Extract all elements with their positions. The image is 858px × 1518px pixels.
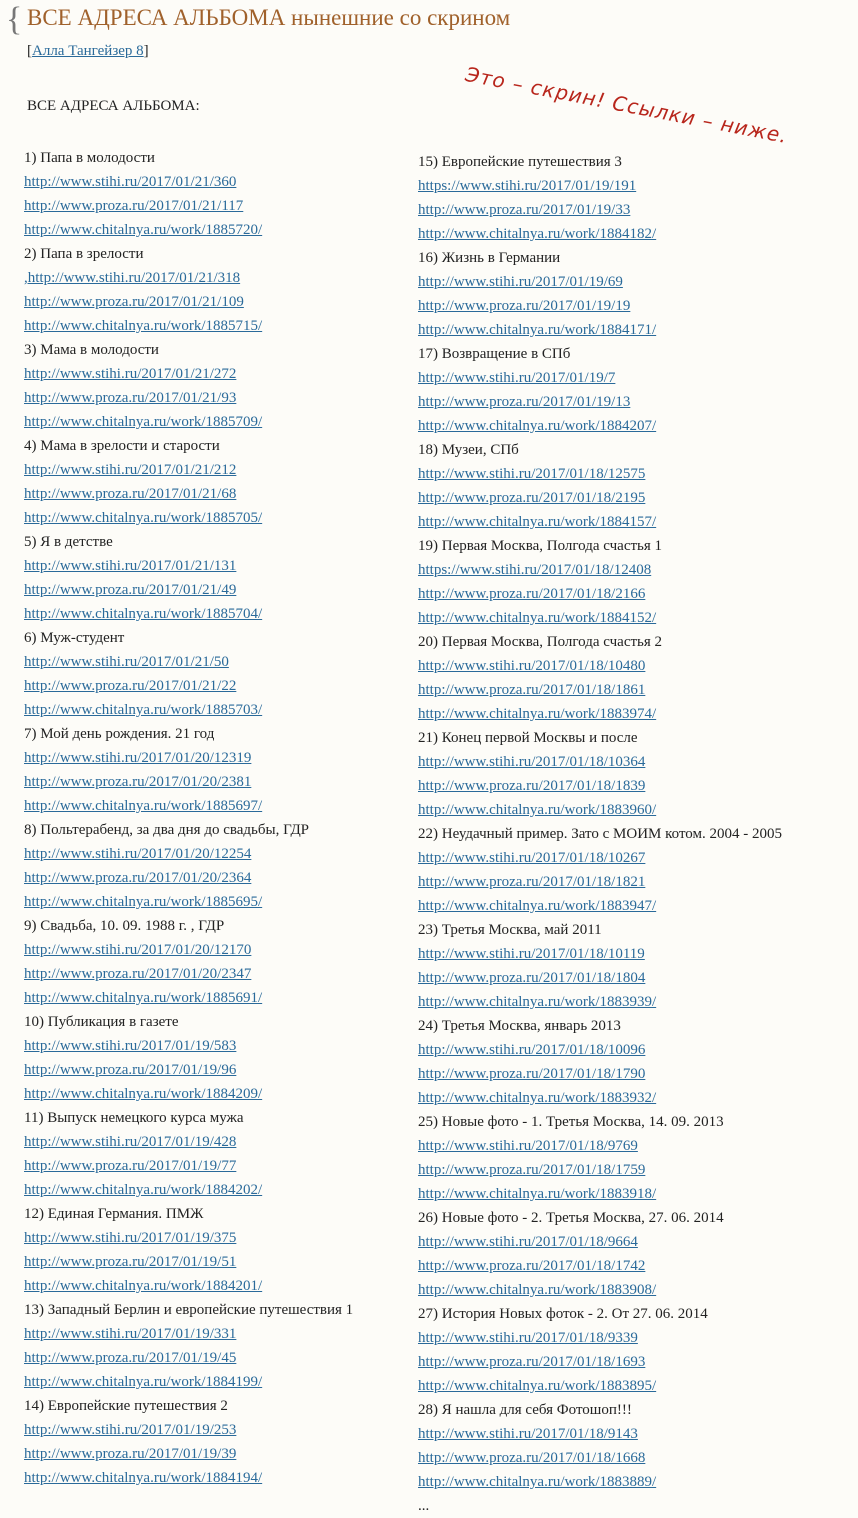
- album-link[interactable]: http://www.stihi.ru/2017/01/20/12319: [24, 750, 252, 766]
- left-column: [24, 146, 464, 1490]
- album-link[interactable]: http://www.proza.ru/2017/01/18/1861: [418, 682, 646, 698]
- album-entry-title: 6) Муж-студент: [24, 630, 125, 646]
- author-line: [27, 43, 149, 60]
- album-link[interactable]: http://www.chitalnya.ru/work/1884209/: [24, 1086, 263, 1102]
- album-entry-title: 27) История Новых фоток - 2. От 27. 06. 2014: [418, 1306, 708, 1322]
- album-link[interactable]: http://www.stihi.ru/2017/01/21/360: [24, 174, 237, 190]
- album-link[interactable]: http://www.chitalnya.ru/work/1883947/: [418, 898, 657, 914]
- album-link[interactable]: http://www.stihi.ru/2017/01/19/253: [24, 1422, 237, 1438]
- album-link[interactable]: http://www.chitalnya.ru/work/1884152/: [418, 610, 657, 626]
- album-link[interactable]: http://www.proza.ru/2017/01/19/33: [418, 202, 631, 218]
- page-title: ВСЕ АДРЕСА АЛЬБОМА нынешние со скрином: [27, 5, 511, 30]
- album-link[interactable]: http://www.proza.ru/2017/01/18/1759: [418, 1162, 646, 1178]
- album-link[interactable]: http://www.stihi.ru/2017/01/18/10480: [418, 658, 646, 674]
- album-entry-title: 23) Третья Москва, май 2011: [418, 922, 602, 938]
- album-link[interactable]: http://www.stihi.ru/2017/01/18/12575: [418, 466, 646, 482]
- album-link[interactable]: http://www.proza.ru/2017/01/19/51: [24, 1254, 237, 1270]
- album-link[interactable]: http://www.proza.ru/2017/01/19/45: [24, 1350, 237, 1366]
- album-link[interactable]: http://www.proza.ru/2017/01/21/117: [24, 198, 244, 214]
- album-link[interactable]: http://www.proza.ru/2017/01/21/49: [24, 582, 237, 598]
- album-link[interactable]: http://www.proza.ru/2017/01/18/1790: [418, 1066, 646, 1082]
- album-link[interactable]: http://www.proza.ru/2017/01/20/2381: [24, 774, 252, 790]
- album-link[interactable]: http://www.chitalnya.ru/work/1884182/: [418, 226, 657, 242]
- album-link[interactable]: http://www.proza.ru/2017/01/18/1804: [418, 970, 646, 986]
- album-entry-title: 4) Мама в зрелости и старости: [24, 438, 220, 454]
- album-link[interactable]: http://www.stihi.ru/2017/01/19/7: [418, 370, 616, 386]
- album-entry-title: 14) Европейские путешествия 2: [24, 1398, 228, 1414]
- album-link[interactable]: http://www.stihi.ru/2017/01/19/331: [24, 1326, 237, 1342]
- album-entry-title: 1) Папа в молодости: [24, 150, 155, 166]
- album-entry-title: 19) Первая Москва, Полгода счастья 1: [418, 538, 663, 554]
- album-entry-title: 11) Выпуск немецкого курса мужа: [24, 1110, 244, 1126]
- album-link[interactable]: http://www.proza.ru/2017/01/21/68: [24, 486, 237, 502]
- album-link[interactable]: http://www.proza.ru/2017/01/18/1668: [418, 1450, 646, 1466]
- album-link[interactable]: http://www.proza.ru/2017/01/18/1839: [418, 778, 646, 794]
- album-entry-title: 24) Третья Москва, январь 2013: [418, 1018, 621, 1034]
- author-link[interactable]: Алла Тангейзер 8: [32, 43, 144, 59]
- album-link[interactable]: http://www.proza.ru/2017/01/20/2364: [24, 870, 252, 886]
- album-link[interactable]: http://www.stihi.ru/2017/01/20/12170: [24, 942, 252, 958]
- author-bracket-open: [: [27, 43, 32, 59]
- album-entry-title: 18) Музеи, СПб: [418, 442, 519, 458]
- album-link[interactable]: http://www.chitalnya.ru/work/1885704/: [24, 606, 263, 622]
- album-link[interactable]: http://www.chitalnya.ru/work/1884194/: [24, 1470, 263, 1486]
- album-link[interactable]: http://www.proza.ru/2017/01/18/1742: [418, 1258, 646, 1274]
- album-link[interactable]: http://www.chitalnya.ru/work/1883895/: [418, 1378, 657, 1394]
- album-link[interactable]: http://www.proza.ru/2017/01/18/1693: [418, 1354, 646, 1370]
- album-link[interactable]: http://www.chitalnya.ru/work/1884207/: [418, 418, 657, 434]
- album-link[interactable]: http://www.stihi.ru/2017/01/21/131: [24, 558, 237, 574]
- album-link[interactable]: http://www.stihi.ru/2017/01/18/10267: [418, 850, 646, 866]
- album-link[interactable]: ,http://www.stihi.ru/2017/01/21/318: [24, 270, 241, 286]
- album-link[interactable]: http://www.proza.ru/2017/01/18/2166: [418, 586, 646, 602]
- album-link[interactable]: http://www.chitalnya.ru/work/1885715/: [24, 318, 263, 334]
- album-entry-title: 26) Новые фото - 2. Третья Москва, 27. 06. 2014: [418, 1210, 724, 1226]
- album-link[interactable]: http://www.chitalnya.ru/work/1883974/: [418, 706, 657, 722]
- album-entry-title: 17) Возвращение в СПб: [418, 346, 571, 362]
- handwritten-note: Это – скрин! Ссылки – ниже.: [463, 62, 790, 149]
- album-link[interactable]: http://www.chitalnya.ru/work/1885691/: [24, 990, 263, 1006]
- album-entry-title: 5) Я в детстве: [24, 534, 113, 550]
- album-link[interactable]: http://www.stihi.ru/2017/01/21/212: [24, 462, 237, 478]
- album-link[interactable]: http://www.stihi.ru/2017/01/18/10364: [418, 754, 646, 770]
- album-link[interactable]: http://www.proza.ru/2017/01/19/13: [418, 394, 631, 410]
- album-link[interactable]: http://www.proza.ru/2017/01/19/77: [24, 1158, 237, 1174]
- album-link[interactable]: http://www.stihi.ru/2017/01/19/69: [418, 274, 623, 290]
- album-entry-title: 25) Новые фото - 1. Третья Москва, 14. 09. 2013: [418, 1114, 724, 1130]
- album-link[interactable]: http://www.chitalnya.ru/work/1884157/: [418, 514, 657, 530]
- album-link[interactable]: http://www.stihi.ru/2017/01/18/9664: [418, 1234, 638, 1250]
- album-link[interactable]: http://www.stihi.ru/2017/01/18/10119: [418, 946, 645, 962]
- album-link[interactable]: http://www.chitalnya.ru/work/1884199/: [24, 1374, 263, 1390]
- album-link[interactable]: http://www.proza.ru/2017/01/21/22: [24, 678, 237, 694]
- album-entry-title: 20) Первая Москва, Полгода счастья 2: [418, 634, 663, 650]
- album-entry-title: 12) Единая Германия. ПМЖ: [24, 1206, 204, 1222]
- album-link[interactable]: http://www.chitalnya.ru/work/1884201/: [24, 1278, 263, 1294]
- album-link[interactable]: http://www.proza.ru/2017/01/19/39: [24, 1446, 237, 1462]
- album-link[interactable]: http://www.stihi.ru/2017/01/18/9143: [418, 1426, 638, 1442]
- album-link[interactable]: http://www.stihi.ru/2017/01/21/272: [24, 366, 237, 382]
- album-link[interactable]: http://www.stihi.ru/2017/01/19/428: [24, 1134, 237, 1150]
- album-link[interactable]: http://www.stihi.ru/2017/01/20/12254: [24, 846, 252, 862]
- title-brace: {: [6, 1, 23, 38]
- album-entry-title: 7) Мой день рождения. 21 год: [24, 726, 215, 742]
- album-link[interactable]: http://www.stihi.ru/2017/01/18/10096: [418, 1042, 646, 1058]
- album-link[interactable]: http://www.chitalnya.ru/work/1885703/: [24, 702, 263, 718]
- album-link[interactable]: http://www.stihi.ru/2017/01/21/50: [24, 654, 229, 670]
- album-link[interactable]: http://www.chitalnya.ru/work/1885695/: [24, 894, 263, 910]
- album-link[interactable]: http://www.proza.ru/2017/01/18/1821: [418, 874, 646, 890]
- album-link[interactable]: http://www.chitalnya.ru/work/1885705/: [24, 510, 263, 526]
- album-link[interactable]: http://www.chitalnya.ru/work/1885709/: [24, 414, 263, 430]
- album-link[interactable]: http://www.chitalnya.ru/work/1883960/: [418, 802, 657, 818]
- album-link[interactable]: http://www.stihi.ru/2017/01/18/9339: [418, 1330, 638, 1346]
- album-link[interactable]: http://www.stihi.ru/2017/01/18/9769: [418, 1138, 638, 1154]
- album-link[interactable]: http://www.chitalnya.ru/work/1884171/: [418, 322, 657, 338]
- album-link[interactable]: http://www.chitalnya.ru/work/1884202/: [24, 1182, 263, 1198]
- album-entry-title: 28) Я нашла для себя Фотошоп!!!: [418, 1402, 632, 1418]
- album-link[interactable]: http://www.chitalnya.ru/work/1883932/: [418, 1090, 657, 1106]
- album-link[interactable]: http://www.chitalnya.ru/work/1885720/: [24, 222, 263, 238]
- album-link[interactable]: https://www.stihi.ru/2017/01/19/191: [418, 178, 637, 194]
- album-link[interactable]: http://www.chitalnya.ru/work/1883939/: [418, 994, 657, 1010]
- album-link[interactable]: http://www.stihi.ru/2017/01/19/375: [24, 1230, 237, 1246]
- album-entry-title: 8) Польтерабенд, за два дня до свадьбы, ГДР: [24, 822, 310, 838]
- album-entry-title: 10) Публикация в газете: [24, 1014, 179, 1030]
- album-link[interactable]: http://www.chitalnya.ru/work/1885697/: [24, 798, 263, 814]
- more-ellipsis: ...: [418, 1498, 430, 1514]
- album-link[interactable]: http://www.stihi.ru/2017/01/19/583: [24, 1038, 237, 1054]
- album-link[interactable]: http://www.proza.ru/2017/01/20/2347: [24, 966, 252, 982]
- album-entry-title: 16) Жизнь в Германии: [418, 250, 561, 266]
- album-link[interactable]: http://www.proza.ru/2017/01/21/109: [24, 294, 244, 310]
- album-link[interactable]: http://www.chitalnya.ru/work/1883889/: [418, 1474, 657, 1490]
- album-entry-title: 13) Западный Берлин и европейские путешествия 1: [24, 1302, 354, 1318]
- list-heading: ВСЕ АДРЕСА АЛЬБОМА:: [27, 98, 200, 114]
- album-entry-title: 22) Неудачный пример. Зато с МОИМ котом. 2004 - 2005: [418, 826, 783, 842]
- album-link[interactable]: http://www.proza.ru/2017/01/19/96: [24, 1062, 237, 1078]
- album-link[interactable]: http://www.chitalnya.ru/work/1883908/: [418, 1282, 657, 1298]
- album-link[interactable]: http://www.proza.ru/2017/01/18/2195: [418, 490, 646, 506]
- album-entry-title: 2) Папа в зрелости: [24, 246, 144, 262]
- album-link[interactable]: http://www.chitalnya.ru/work/1883918/: [418, 1186, 657, 1202]
- album-link[interactable]: http://www.proza.ru/2017/01/19/19: [418, 298, 631, 314]
- album-link[interactable]: http://www.proza.ru/2017/01/21/93: [24, 390, 237, 406]
- album-entry-title: 9) Свадьба, 10. 09. 1988 г. , ГДР: [24, 918, 225, 934]
- author-bracket-close: ]: [143, 43, 149, 59]
- album-entry-title: 21) Конец первой Москвы и после: [418, 730, 638, 746]
- album-entry-title: 3) Мама в молодости: [24, 342, 159, 358]
- right-column: [418, 150, 858, 1518]
- album-link[interactable]: https://www.stihi.ru/2017/01/18/12408: [418, 562, 652, 578]
- album-entry-title: 15) Европейские путешествия 3: [418, 154, 622, 170]
